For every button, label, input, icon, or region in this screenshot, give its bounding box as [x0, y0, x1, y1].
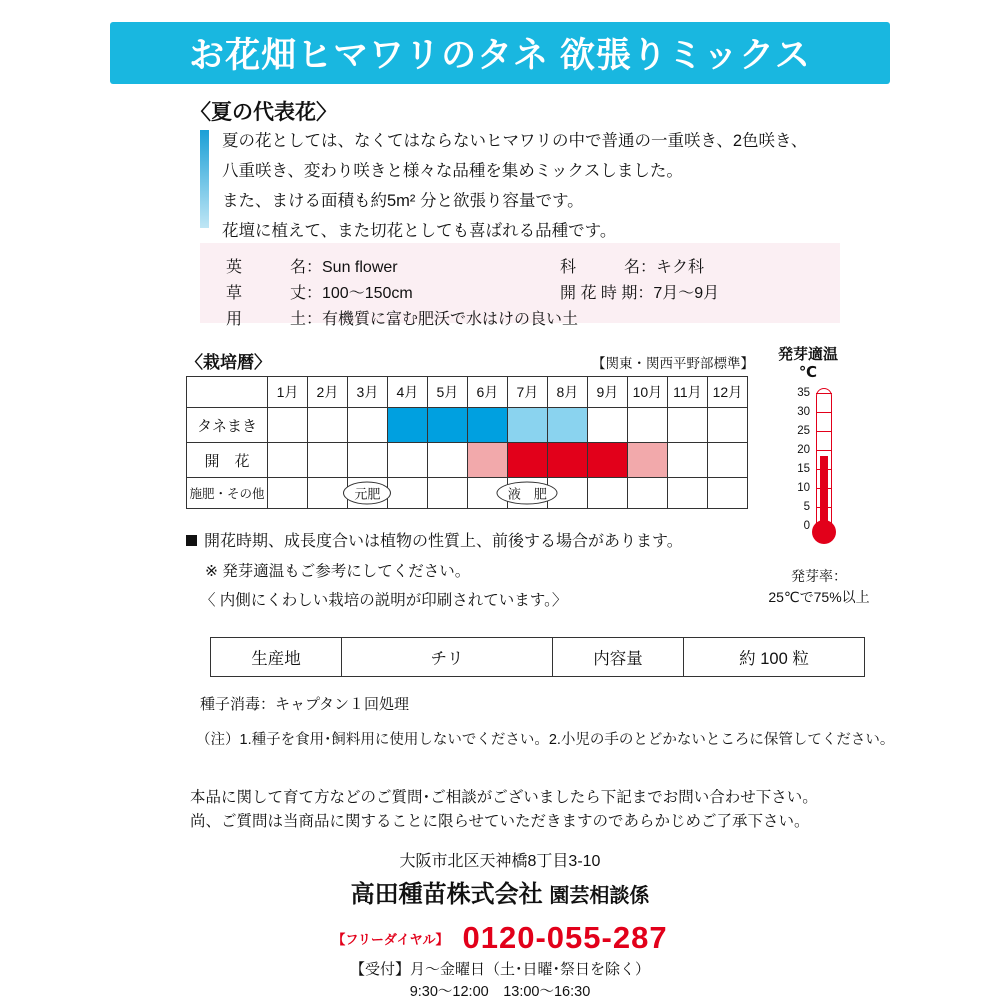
cal-cell	[347, 408, 387, 443]
scale-tick: 20	[797, 444, 810, 456]
month-cell: 8月	[547, 377, 587, 408]
calendar-corner-cell	[187, 377, 268, 408]
row-label-bloom: 開 花	[187, 443, 268, 478]
cal-cell-bloom-full	[507, 443, 547, 478]
cal-cell-sow-light	[507, 408, 547, 443]
thermometer-scale	[776, 388, 810, 540]
cal-cell	[707, 478, 747, 509]
title-banner	[110, 22, 890, 84]
liquid-fertilizer-marker	[497, 482, 558, 505]
cal-cell-sow-light	[547, 408, 587, 443]
cal-cell-sow-full	[387, 408, 427, 443]
row-label-sowing: タネまき	[187, 408, 268, 443]
cal-cell	[307, 408, 347, 443]
germination-temp-unit: ℃	[798, 364, 818, 381]
business-hours-line-2: 9:30〜12:00 13:00〜16:30	[409, 984, 591, 1000]
section-heading: 〈夏の代表花〉	[190, 101, 337, 124]
intro-line-3: また、まける面積も約5m² 分と欲張り容量です。	[222, 192, 584, 210]
month-cell: 10月	[627, 377, 667, 408]
cal-cell	[347, 443, 387, 478]
seed-treatment-note: 種子消毒：キャプタン１回処理	[200, 696, 409, 713]
cal-cell	[587, 478, 627, 509]
cal-cell-basal-fertilizer	[347, 478, 387, 509]
cal-cell	[267, 478, 307, 509]
scale-tick: 30	[797, 406, 810, 418]
germination-rate-value: 25℃で75%以上	[768, 589, 870, 605]
month-cell: 12月	[707, 377, 747, 408]
cal-cell-sow-full	[427, 408, 467, 443]
scale-tick: 15	[797, 463, 810, 475]
volume-label-cell: 内容量	[553, 638, 684, 677]
cal-cell-bloom-full	[547, 443, 587, 478]
cal-cell	[307, 478, 347, 509]
cal-cell	[387, 443, 427, 478]
phone-number[interactable]: 0120-055-287	[462, 920, 668, 955]
spec-english-name: 英 名：Sun flower	[226, 259, 398, 276]
product-title: お花畑ヒマワリのタネ 欲張りミックス	[189, 36, 811, 75]
germination-rate-label: 発芽率：	[791, 568, 847, 584]
cal-cell	[387, 478, 427, 509]
intro-accent-bar	[200, 130, 209, 228]
cal-cell-bloom-light	[627, 443, 667, 478]
calendar-row-fertilizer	[187, 478, 748, 509]
scale-tick: 35	[797, 387, 810, 399]
freedial-row	[0, 920, 1000, 956]
month-cell: 5月	[427, 377, 467, 408]
scale-tick: 0	[803, 520, 810, 532]
thermometer-graphic	[776, 388, 856, 548]
spec-bloom-period: 開 花 時 期：7月〜9月	[560, 285, 720, 302]
calendar-header-row	[187, 377, 748, 408]
contact-paragraph	[190, 786, 818, 834]
cal-cell	[667, 443, 707, 478]
cal-cell	[307, 443, 347, 478]
month-cell: 3月	[347, 377, 387, 408]
cal-cell	[667, 408, 707, 443]
contact-paragraph-line-1: 本品に関して育て方などのご質問･ご相談がございましたら下記までお問い合わせ下さい。	[190, 789, 818, 806]
company-name: 高田種苗株式会社	[350, 881, 543, 908]
calendar-row-bloom	[187, 443, 748, 478]
cal-cell-bloom-light	[467, 443, 507, 478]
spec-soil: 用 土：有機質に富む肥沃で水はけの良い土	[226, 311, 579, 328]
thermometer-bulb	[812, 520, 836, 544]
germination-rate-note	[754, 566, 884, 608]
note-inside-instructions: 〈 内側にくわしい栽培の説明が印刷されています。〉	[200, 592, 568, 609]
intro-line-2: 八重咲き、変わり咲きと様々な品種を集めミックスしました。	[222, 162, 683, 180]
spec-height: 草 丈：100〜150cm	[226, 285, 413, 302]
cultivation-calendar	[186, 376, 748, 509]
company-name-line	[0, 874, 1000, 909]
row-label-fertilizer: 施肥・その他	[187, 478, 268, 509]
basal-fertilizer-marker	[343, 482, 391, 505]
note-bloom-variation	[186, 528, 683, 551]
cal-cell	[427, 443, 467, 478]
product-info-table	[210, 637, 865, 677]
month-cell: 7月	[507, 377, 547, 408]
spec-family: 科 名：キク科	[560, 259, 705, 276]
volume-value-cell: 約 100 粒	[684, 638, 865, 677]
germination-temp-title	[778, 346, 838, 382]
cal-cell-liquid-fertilizer	[507, 478, 547, 509]
calendar-heading: 〈栽培暦〉	[186, 353, 271, 372]
cal-cell	[627, 478, 667, 509]
calendar-region-note: 【関東・関西平野部標準】	[592, 356, 754, 371]
basal-fertilizer-label: 元肥	[343, 482, 391, 505]
month-cell: 2月	[307, 377, 347, 408]
month-cell: 9月	[587, 377, 627, 408]
cal-cell	[707, 443, 747, 478]
month-cell: 4月	[387, 377, 427, 408]
origin-label-cell: 生産地	[211, 638, 342, 677]
freedial-tag: 【フリーダイヤル】	[332, 931, 449, 947]
thermometer-ticks	[816, 388, 832, 528]
scale-tick: 25	[797, 425, 810, 437]
company-department: 園芸相談係	[549, 885, 650, 907]
contact-paragraph-line-2: 尚、ご質問は当商品に関することに限らせていただきますのであらかじめご了承下さい。	[190, 813, 810, 830]
square-bullet-icon	[186, 535, 197, 546]
cal-cell	[707, 408, 747, 443]
table-row	[211, 638, 865, 677]
intro-line-1: 夏の花としては、なくてはならないヒマワリの中で普通の一重咲き、2色咲き、	[222, 132, 808, 150]
month-cell: 1月	[267, 377, 307, 408]
intro-line-4: 花壇に植えて、また切花としても喜ばれる品種です。	[222, 222, 617, 240]
caution-note: （注）1.種子を食用･飼料用に使用しないでください。2.小児の手のとどかないところに保管してください。	[196, 732, 895, 748]
scale-tick: 5	[803, 501, 810, 513]
cal-cell-sow-full	[467, 408, 507, 443]
cal-cell	[627, 408, 667, 443]
company-address: 大阪市北区天神橋8丁目3-10	[399, 853, 601, 870]
cal-cell	[427, 478, 467, 509]
cal-cell	[587, 408, 627, 443]
cal-cell	[667, 478, 707, 509]
business-hours-line-1: 【受付】月〜金曜日（土･日曜･祭日を除く）	[349, 961, 650, 978]
spec-box	[200, 243, 840, 328]
note-temp-reference: ※ 発芽適温もご参考にしてください。	[205, 563, 471, 580]
cal-cell	[267, 443, 307, 478]
scale-tick: 10	[797, 482, 810, 494]
cal-cell-bloom-full	[587, 443, 627, 478]
germination-temp-label: 発芽適温	[778, 346, 839, 363]
calendar-row-sowing	[187, 408, 748, 443]
month-cell: 11月	[667, 377, 707, 408]
cal-cell	[267, 408, 307, 443]
note-bloom-variation-text: 開花時期、成長度合いは植物の性質上、前後する場合があります。	[204, 533, 683, 550]
origin-value-cell: チリ	[342, 638, 553, 677]
intro-block	[200, 128, 840, 248]
month-cell: 6月	[467, 377, 507, 408]
liquid-fertilizer-label: 液 肥	[497, 482, 558, 505]
